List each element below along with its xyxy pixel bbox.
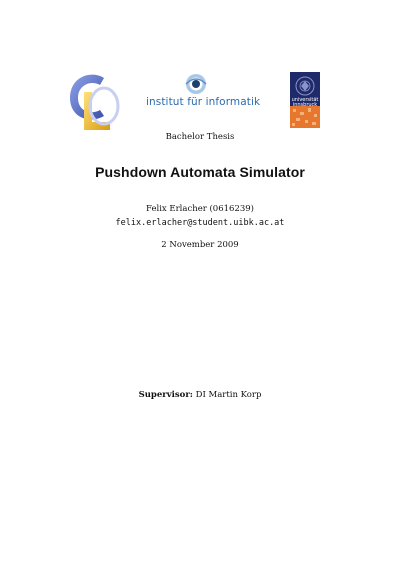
- universitaet-innsbruck-logo-text: universität innsbruck: [291, 97, 319, 108]
- supervisor-line: [0, 390, 400, 400]
- cl-logo-icon: [64, 68, 124, 136]
- document-date: 2 November 2009: [161, 240, 239, 250]
- institut-informatik-logo-icon: [146, 72, 261, 114]
- institut-informatik-logo-text: institut für informatik: [146, 96, 261, 108]
- author-name: Felix Erlacher (0616239): [146, 204, 254, 214]
- universitaet-innsbruck-logo-icon: [290, 72, 320, 128]
- document-type: Bachelor Thesis: [165, 132, 235, 142]
- supervisor-name: DI Martin Korp: [195, 390, 262, 400]
- author-email: felix.erlacher@student.uibk.ac.at: [115, 218, 285, 228]
- supervisor-label: Supervisor:: [138, 390, 193, 400]
- document-title: Pushdown Automata Simulator: [95, 164, 305, 180]
